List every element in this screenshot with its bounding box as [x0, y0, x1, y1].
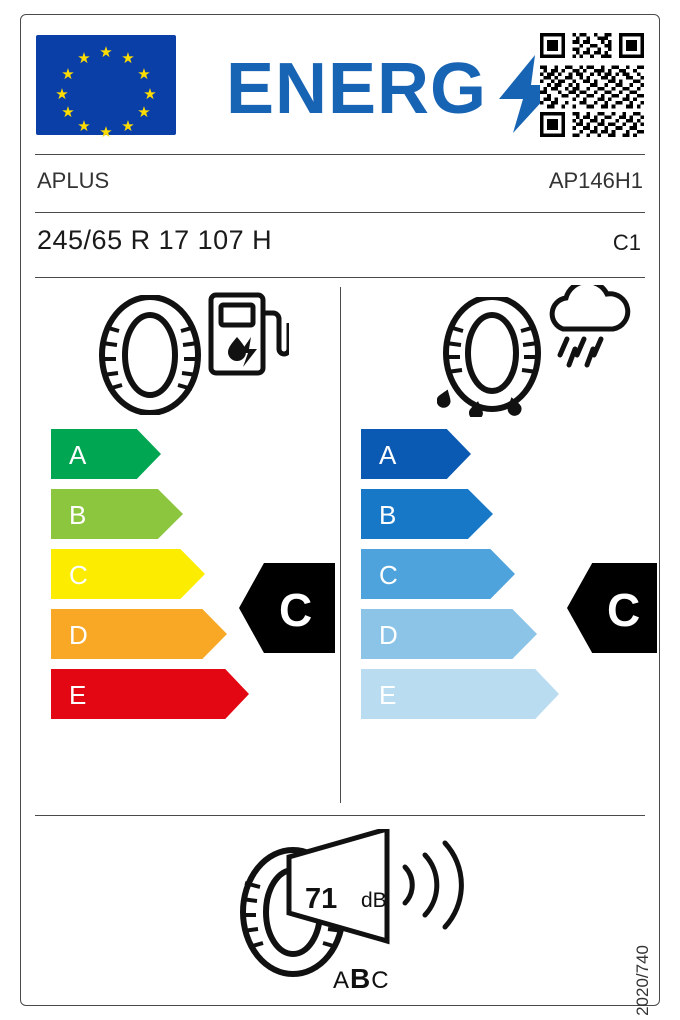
grade-row-b: [35, 489, 335, 539]
fuel-efficiency-section: [35, 277, 335, 729]
grade-row-b: [345, 489, 645, 539]
noise-unit: dB: [361, 889, 387, 912]
tyre-size-row: [21, 212, 659, 272]
tyre-size: 245/65 R 17 107 H: [37, 225, 273, 255]
noise-class-active: B: [350, 963, 372, 994]
grade-letter: A: [69, 440, 87, 470]
fuel-rating-value: C: [279, 584, 313, 636]
noise-class-a: A: [333, 967, 351, 994]
grade-row-a: [345, 429, 645, 479]
grade-letter: C: [69, 560, 88, 590]
tyre-type-code: AP146H1: [548, 168, 643, 193]
grade-letter: E: [69, 680, 87, 710]
wet-rating-value: C: [607, 584, 641, 636]
tyre-class: C1: [612, 230, 641, 255]
wet-grip-section: [345, 277, 645, 729]
tyre-icon: [95, 295, 205, 415]
grade-letter: B: [69, 500, 87, 530]
noise-section: [21, 821, 659, 1007]
wet-pictogram: [345, 277, 645, 427]
grade-letter: E: [379, 680, 397, 710]
divider-columns: [340, 287, 341, 803]
grade-letter: A: [379, 440, 397, 470]
tyre-splash-icon: [437, 297, 547, 417]
grade-row-a: [35, 429, 335, 479]
grade-letter: D: [379, 620, 398, 650]
brand-row: [21, 154, 659, 212]
fuel-rating-badge: [239, 563, 335, 653]
grade-row-e: [35, 669, 335, 719]
noise-value: 71: [305, 883, 338, 915]
date-code: 2020/740: [633, 945, 652, 1016]
manufacturer-name: APLUS: [37, 168, 110, 193]
qr-code-icon: [540, 33, 644, 137]
energy-label-card: [20, 14, 660, 1016]
grade-letter: B: [379, 500, 397, 530]
divider-noise: [35, 815, 645, 816]
rain-cloud-icon: [539, 285, 637, 373]
grade-letter: C: [379, 560, 398, 590]
noise-class-scale: [333, 963, 390, 995]
label-header: [21, 15, 659, 154]
wet-rating-badge: [567, 563, 663, 653]
fuel-rating-marker: [241, 277, 325, 361]
grade-row-e: [345, 669, 645, 719]
noise-class-c: C: [371, 967, 390, 994]
page-title: ENERG: [226, 49, 488, 129]
eu-flag-icon: ★ ★ ★ ★ ★ ★ ★ ★ ★ ★ ★ ★: [36, 35, 176, 135]
grade-letter: D: [69, 620, 88, 650]
